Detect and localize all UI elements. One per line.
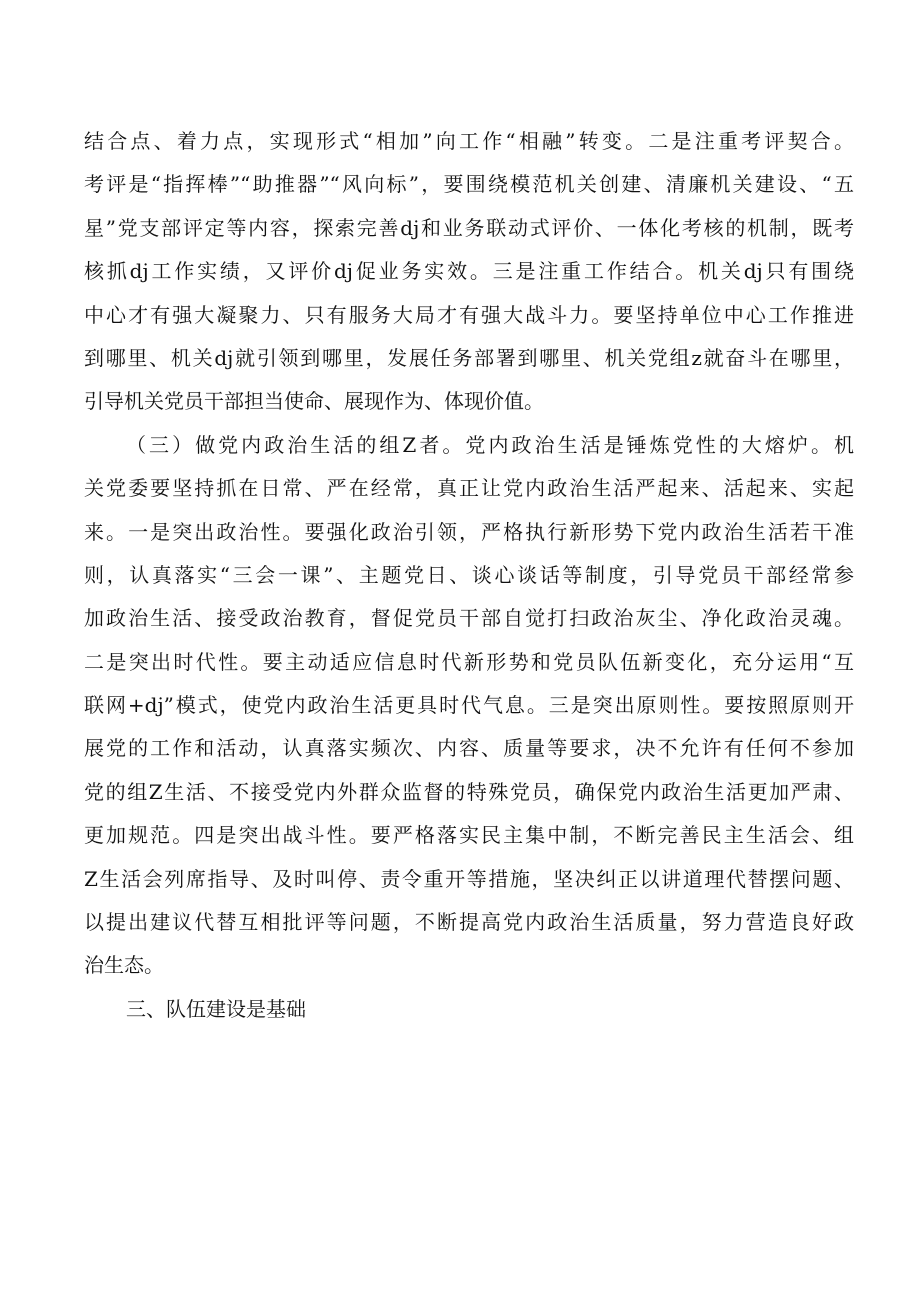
text-line: 以提出建议代替互相批评等问题，不断提高党内政治生活质量，努力营造良好政 — [84, 910, 854, 935]
text-line: 中心才有强大凝聚力、只有服务大局才有强大战斗力。要坚持单位中心工作推进 — [84, 302, 854, 327]
section-heading — [84, 988, 854, 1031]
text-line: 治生态。 — [84, 953, 164, 978]
text-line: 核抓dj工作实绩，又评价dj促业务实效。三是注重工作结合。机关dj只有围绕 — [84, 259, 854, 284]
text-line: 则，认真落实“三会一课”、主题党日、谈心谈话等制度，引导党员干部经常参 — [84, 562, 854, 587]
text-line: 星”党支部评定等内容，探索完善dj和业务联动式评价、一体化考核的机制，既考 — [84, 215, 854, 240]
text-line: 考评是“指挥棒”“助推器”“风向标”，要围绕模范机关创建、清廉机关建设、“五 — [84, 172, 854, 197]
document-page — [84, 120, 854, 1031]
paragraph-continuation — [84, 120, 854, 424]
text-line: 来。一是突出政治性。要强化政治引领，严格执行新形势下党内政治生活若干准 — [84, 519, 854, 544]
text-line: 展党的工作和活动，认真落实频次、内容、质量等要求，决不允许有任何不参加 — [84, 736, 854, 761]
paragraph-section-three — [84, 424, 854, 988]
text-line: 引导机关党员干部担当使命、展现作为、体现价值。 — [84, 389, 544, 414]
text-line: 加政治生活、接受政治教育，督促党员干部自觉打扫政治灰尘、净化政治灵魂。 — [84, 606, 854, 631]
text-line: 结合点、着力点，实现形式“相加”向工作“相融”转变。二是注重考评契合。 — [84, 129, 854, 153]
text-line: 二是突出时代性。要主动适应信息时代新形势和党员队伍新变化，充分运用“互 — [84, 649, 854, 674]
text-line: 党的组Z生活、不接受党内外群众监督的特殊党员，确保党内政治生活更加严肃、 — [84, 779, 854, 804]
heading-text: 三、队伍建设是基础 — [126, 996, 306, 1021]
text-line: 更加规范。四是突出战斗性。要严格落实民主集中制，不断完善民主生活会、组 — [84, 823, 854, 848]
text-line: 到哪里、机关dj就引领到哪里，发展任务部署到哪里、机关党组z就奋斗在哪里， — [84, 345, 854, 370]
text-line: （三）做党内政治生活的组Z者。党内政治生活是锤炼党性的大熔炉。机 — [126, 432, 854, 457]
text-line: 关党委要坚持抓在日常、严在经常，真正让党内政治生活严起来、活起来、实起 — [84, 476, 854, 501]
text-line: Z生活会列席指导、及时叫停、责令重开等措施，坚决纠正以讲道理代替摆问题、 — [84, 866, 854, 891]
text-line: 联网+dj”模式，使党内政治生活更具时代气息。三是突出原则性。要按照原则开 — [84, 693, 854, 718]
